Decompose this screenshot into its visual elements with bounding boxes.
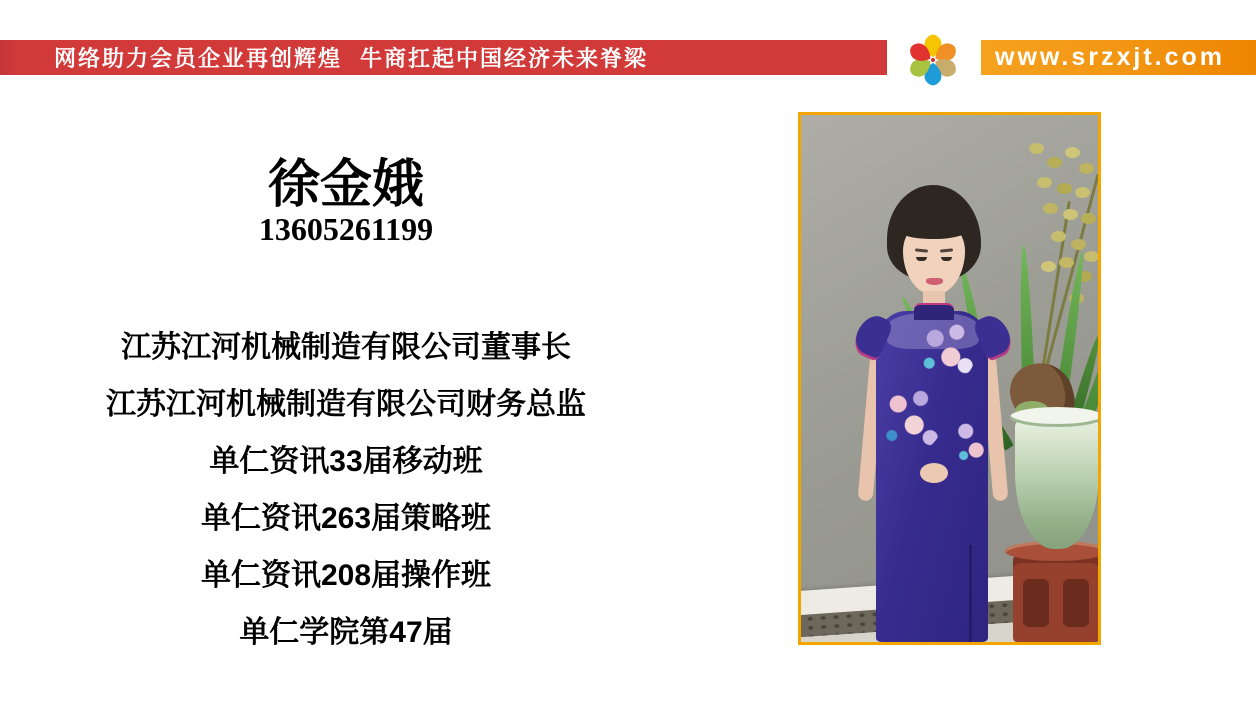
title-line: 江苏江河机械制造有限公司财务总监 — [106, 388, 586, 421]
banner-slogan-left: 网络助力会员企业再创辉煌 — [54, 46, 343, 71]
title-line: 单仁资讯263届策略班 — [200, 502, 492, 535]
woman-lips — [926, 278, 943, 285]
orchid-blooms-icon — [1029, 143, 1044, 154]
banner-slogan-right: 牛商扛起中国经济未来脊梁 — [360, 46, 649, 71]
title-line: 单仁学院第47届 — [239, 616, 453, 649]
qipao-embroidery — [916, 321, 976, 383]
portrait-photo — [798, 112, 1101, 645]
woman-hands — [920, 463, 948, 483]
title-line: 单仁资讯33届移动班 — [209, 445, 483, 478]
qipao-collar — [914, 303, 954, 320]
danren-flower-logo-icon — [896, 30, 970, 90]
qipao-slit — [969, 545, 972, 642]
celadon-pot — [1015, 417, 1099, 549]
qipao-embroidery — [879, 383, 943, 453]
qipao-embroidery — [951, 415, 993, 469]
woman-bangs — [898, 207, 970, 239]
website-url: www.srzxjt.com — [995, 43, 1226, 71]
celadon-pot-rim — [1010, 407, 1101, 427]
title-line: 江苏江河机械制造有限公司董事长 — [121, 331, 571, 364]
title-line: 单仁资讯208届操作班 — [200, 559, 492, 592]
header-red-banner — [0, 40, 887, 75]
website-banner — [981, 40, 1256, 75]
person-name: 徐金娥 — [267, 156, 424, 214]
person-phone: 13605261199 — [258, 211, 434, 247]
wooden-stool — [1013, 553, 1099, 642]
titles-list — [16, 319, 676, 661]
